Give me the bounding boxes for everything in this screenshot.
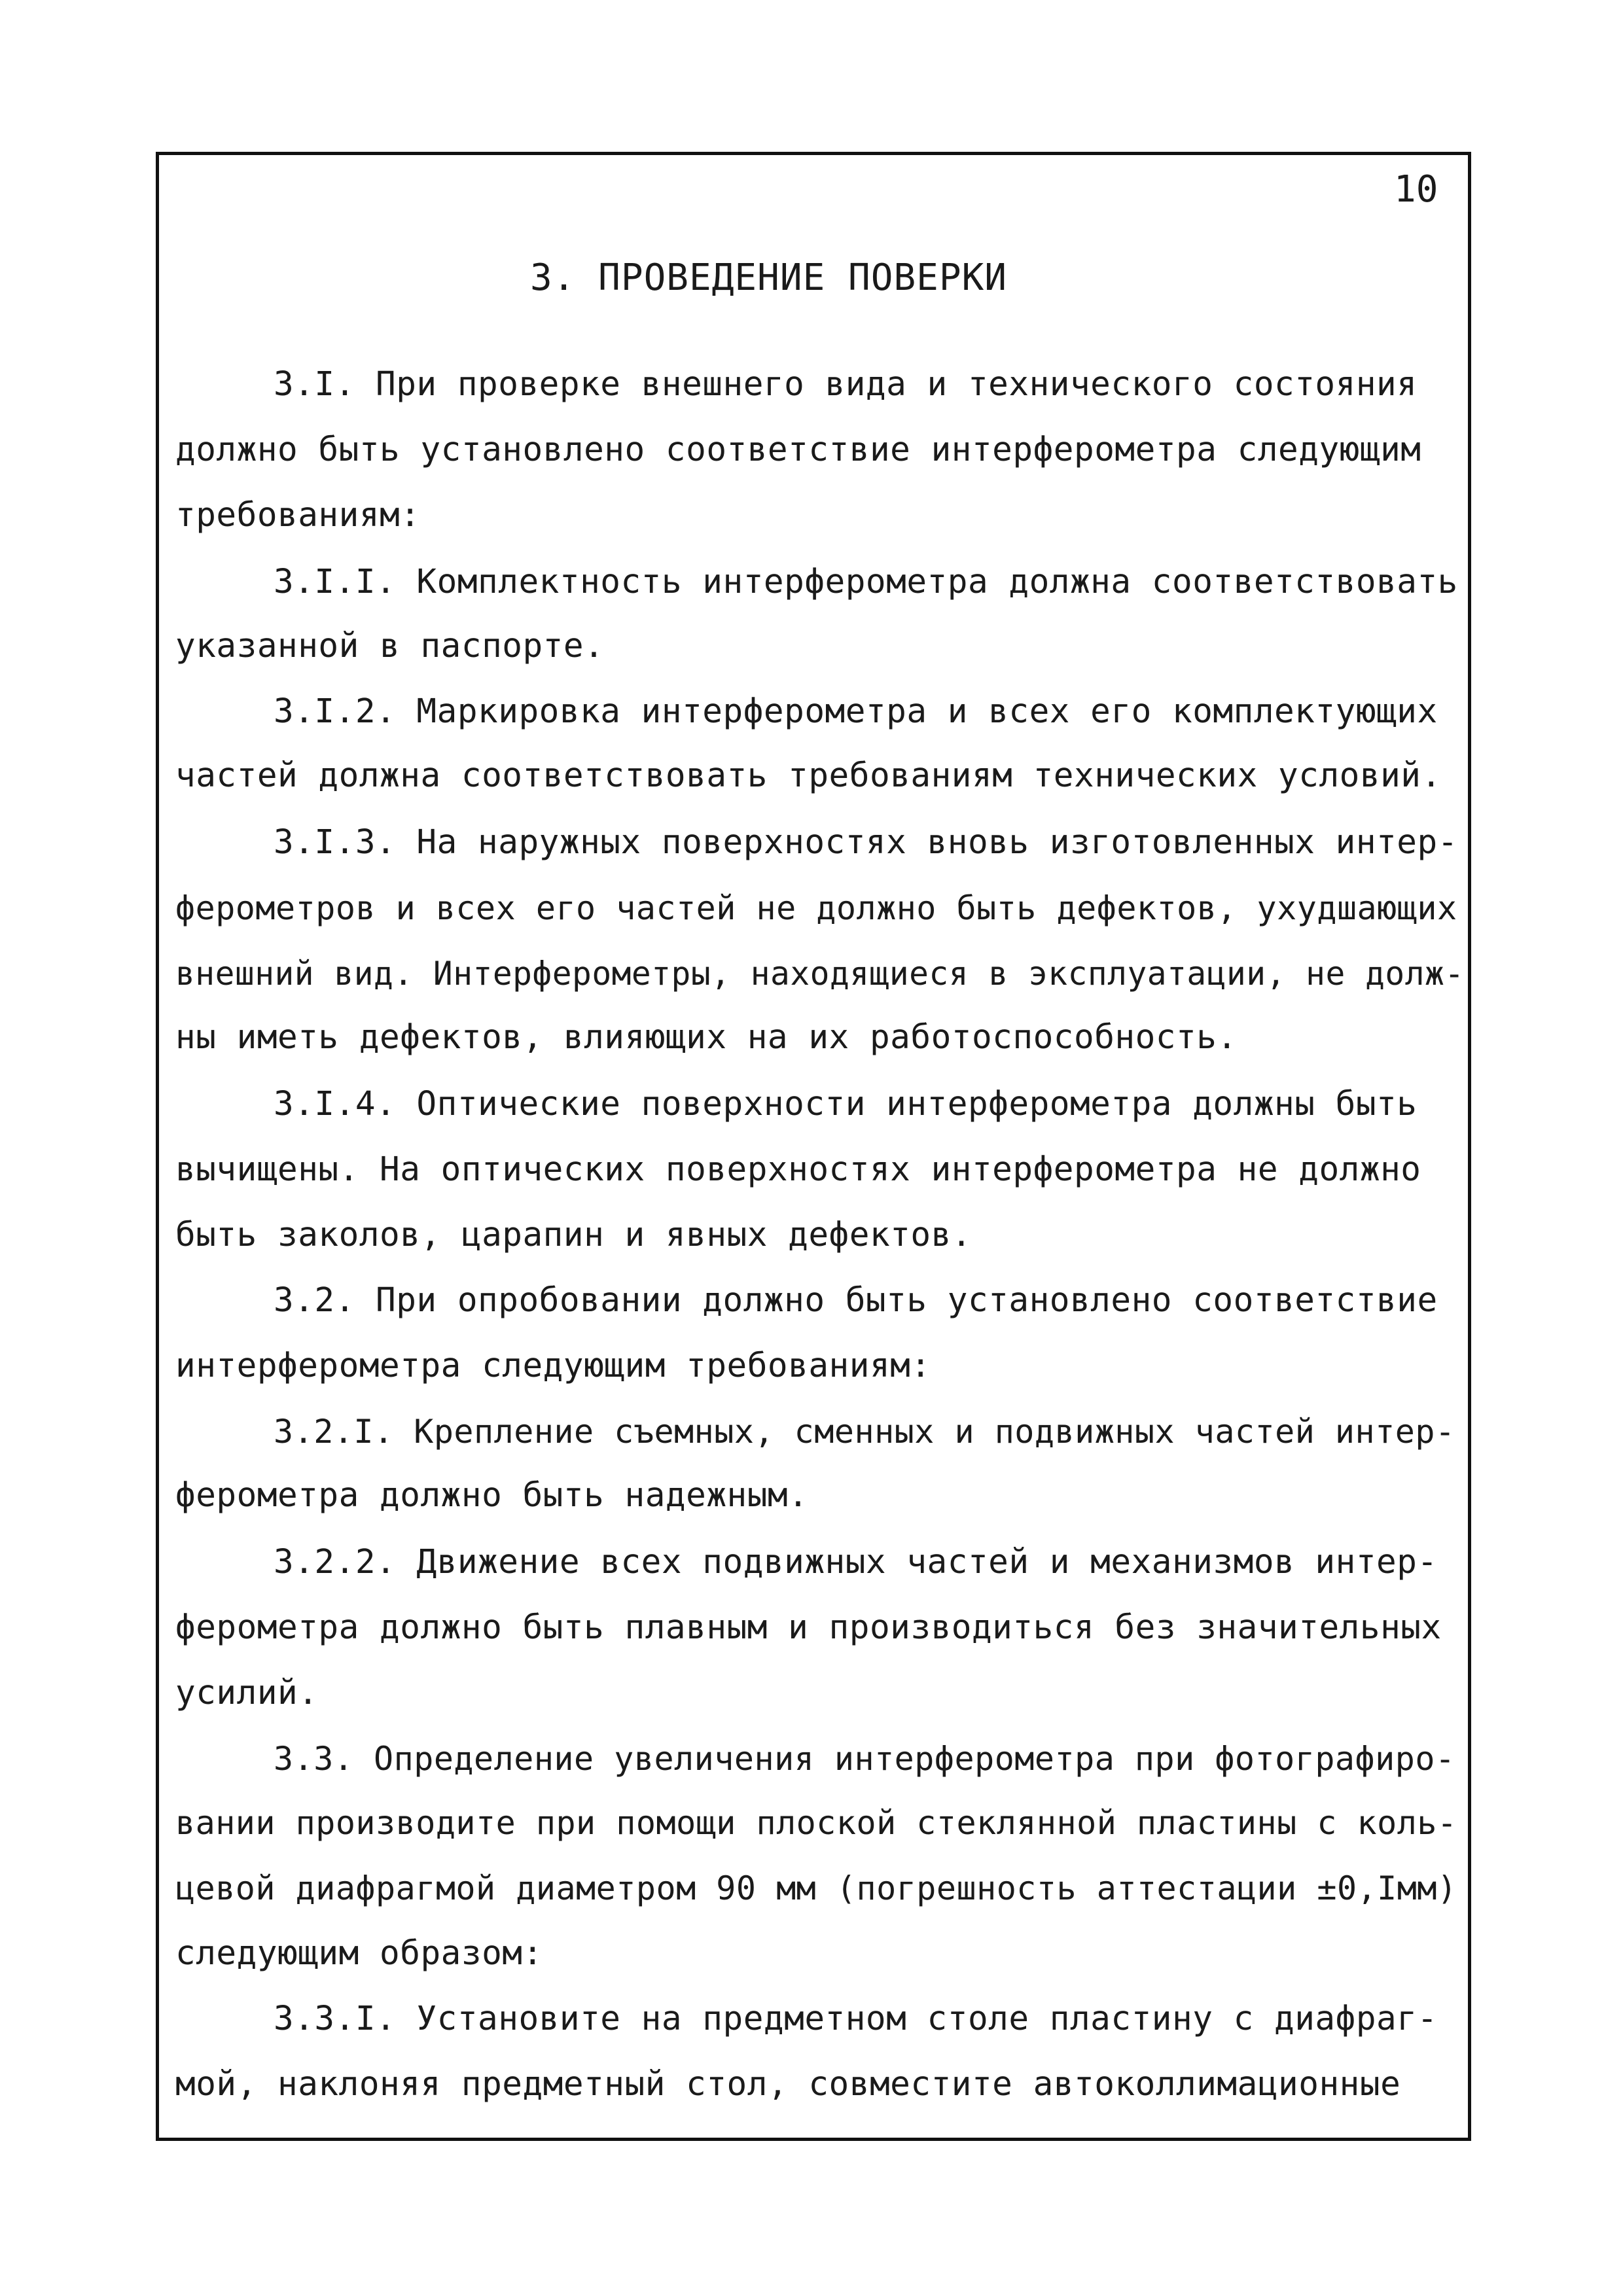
text-line: 3.2.I. Крепление съемных, сменных и подвижных частей интер- (274, 1413, 1455, 1451)
text-line: внешний вид. Интерферометры, находящиеся в эксплуатации, не долж- (175, 955, 1465, 993)
section-heading: 3. ПРОВЕДЕНИЕ ПОВЕРКИ (530, 256, 1008, 299)
text-line: требованиям: (175, 496, 421, 535)
text-line: ферометров и всех его частей не должно быть дефектов, ухудшающих (175, 889, 1457, 927)
text-line: усилий. (175, 1674, 319, 1712)
text-line: мой, наклоняя предметный стол, совместите автоколлимационные (175, 2065, 1401, 2104)
text-line: должно быть установлено соответствие интерферометра следующим (175, 431, 1421, 469)
text-line: 3.I.2. Маркировка интерферометра и всех его комплектующих (274, 692, 1438, 731)
text-line: 3.I.3. На наружных поверхностях вновь изготовленных интер- (274, 823, 1458, 862)
text-line: частей должна соответствовать требованиям технических условий. (175, 756, 1442, 795)
text-line: 3.I.4. Оптические поверхности интерферометра должны быть (274, 1085, 1418, 1123)
text-line: вычищены. На оптических поверхностях интерферометра не должно (175, 1150, 1421, 1189)
text-line: вании производите при помощи плоской стеклянной пластины с коль- (175, 1804, 1457, 1842)
text-line: указанной в паспорте. (175, 627, 605, 665)
text-line: интерферометра следующим требованиям: (175, 1347, 931, 1385)
text-line: 3.2. При опробовании должно быть установлено соответствие (274, 1281, 1438, 1320)
text-line: ферометра должно быть плавным и производиться без значительных (175, 1608, 1442, 1647)
text-line: быть заколов, царапин и явных дефектов. (175, 1216, 972, 1254)
text-line: 3.I. При проверке внешнего вида и технического состояния (274, 365, 1418, 404)
text-line: следующим образом: (175, 1934, 543, 1973)
text-line: цевой диафрагмой диаметром 90 мм (погрешность аттестации ±0,Iмм) (175, 1869, 1457, 1907)
text-line: ферометра должно быть надежным. (175, 1476, 809, 1515)
text-line: 3.2.2. Движение всех подвижных частей и механизмов интер- (274, 1543, 1438, 1581)
text-line: 3.I.I. Комплектность интерферометра должна соответствовать (274, 563, 1458, 601)
text-line: 3.3. Определение увеличения интерферометра при фотографиро- (274, 1740, 1455, 1778)
text-line: 3.3.I. Установите на предметном столе пластину с диафраг- (274, 2000, 1438, 2038)
page-number: 10 (1394, 168, 1438, 211)
text-line: ны иметь дефектов, влияющих на их работоспособность. (175, 1018, 1238, 1057)
